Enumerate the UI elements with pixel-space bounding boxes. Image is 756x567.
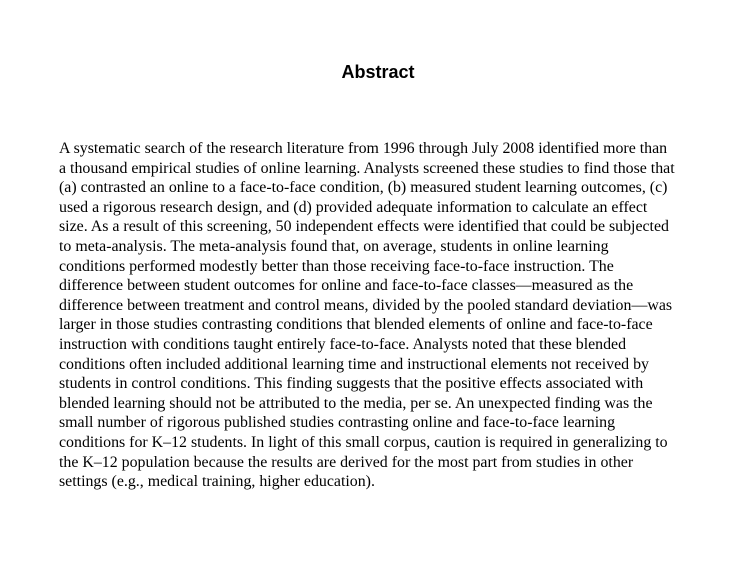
abstract-line: conditions for K–12 students. In light of this small corpus, caution is required in generalizing to bbox=[59, 433, 668, 451]
abstract-line: students in control conditions. This finding suggests that the positive effects associated with bbox=[59, 375, 644, 393]
abstract-line: a thousand empirical studies of online learning. Analysts screened these studies to find those that bbox=[59, 159, 675, 177]
abstract-line: larger in those studies contrasting conditions that blended elements of online and face-to-face bbox=[59, 316, 653, 334]
abstract-line: the K–12 population because the results are derived for the most part from studies in other bbox=[59, 453, 634, 471]
abstract-line: conditions performed modestly better than those receiving face-to-face instruction. The bbox=[59, 257, 614, 275]
abstract-line: conditions often included additional learning time and instructional elements not received by bbox=[59, 355, 649, 373]
abstract-line: difference between treatment and control means, divided by the pooled standard deviation—was bbox=[59, 296, 673, 314]
abstract-paragraph bbox=[59, 139, 709, 492]
abstract-line: (a) contrasted an online to a face-to-face condition, (b) measured student learning outcomes, (c) bbox=[59, 179, 668, 197]
abstract-line: instruction with conditions taught entirely face-to-face. Analysts noted that these blended bbox=[59, 335, 627, 353]
abstract-line: difference between student outcomes for online and face-to-face classes—measured as the bbox=[59, 277, 634, 295]
abstract-line: A systematic search of the research literature from 1996 through July 2008 identified more than bbox=[59, 140, 668, 157]
abstract-line: to meta-analysis. The meta-analysis found that, on average, students in online learning bbox=[59, 237, 609, 255]
abstract-line: blended learning should not be attributed to the media, per se. An unexpected finding was the bbox=[59, 394, 653, 412]
abstract-line: size. As a result of this screening, 50 independent effects were identified that could be subjected bbox=[59, 218, 669, 236]
abstract-line: settings (e.g., medical training, higher education). bbox=[59, 473, 375, 491]
abstract-line: small number of rigorous published studies contrasting online and face-to-face learning bbox=[59, 414, 616, 432]
abstract-line: used a rigorous research design, and (d) provided adequate information to calculate an effect bbox=[59, 198, 648, 216]
abstract-heading: Abstract bbox=[341, 62, 415, 82]
